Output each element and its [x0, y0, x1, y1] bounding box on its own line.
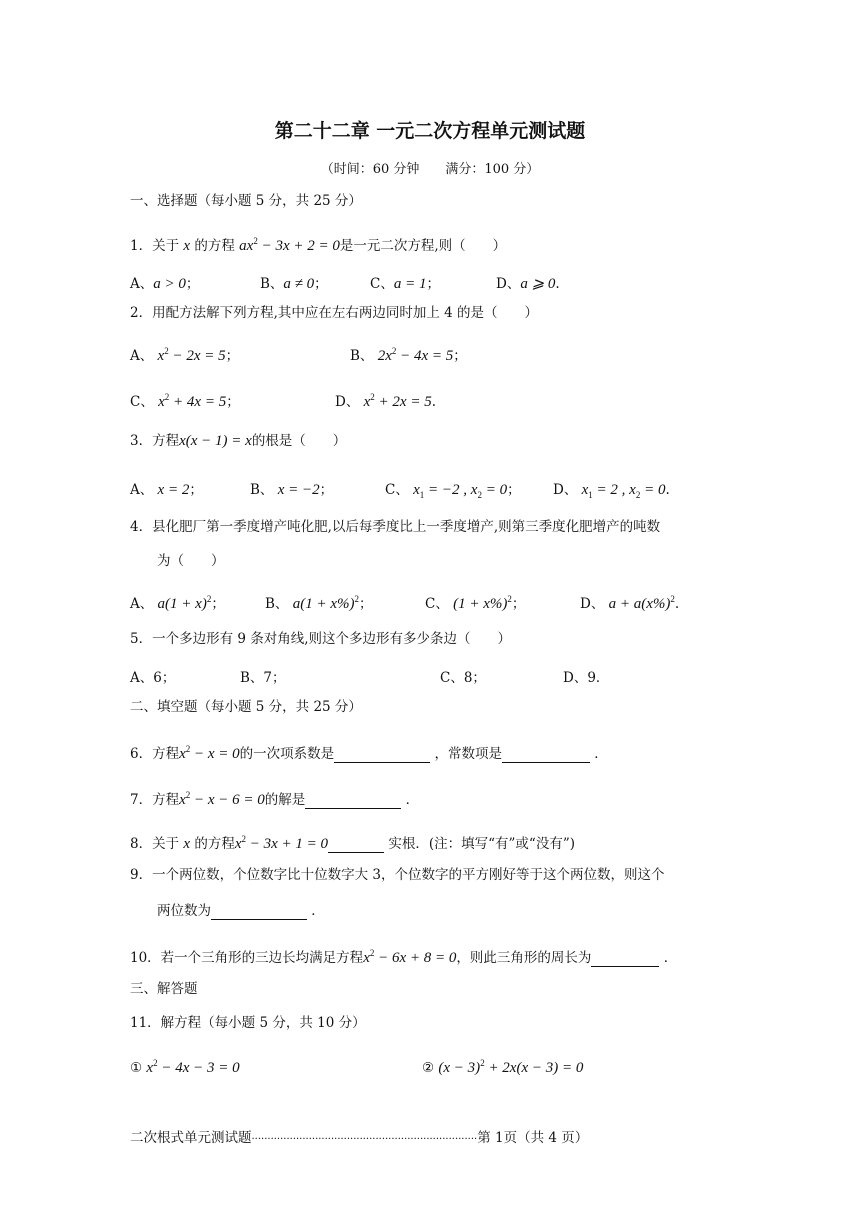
q1-option-c-math: a = 1 — [393, 276, 427, 292]
q4-option-c-math: $(1 + x\%)^2$ — [453, 594, 512, 612]
q8-answer-blank[interactable] — [328, 838, 384, 853]
q3-option-d[interactable]: D、 $x_1 = 2$ , $x_2 = 0$. — [553, 482, 670, 500]
q1-option-d-label: D、 — [496, 276, 521, 292]
q10-answer-blank[interactable] — [591, 952, 659, 967]
q4-option-d[interactable]: D、 $a + a(x\%)^2$. — [580, 594, 680, 612]
q1-option-d-math: a ⩾ 0 — [520, 276, 556, 292]
q9-answer-blank[interactable] — [211, 905, 307, 920]
q11-part-2-equation: $(x - 3)^2 + 2x(x - 3) = 0$ — [438, 1058, 584, 1076]
q6-equation: $x^2 - x = 0$ — [179, 744, 240, 762]
exam-info: （时间：60 分钟 满分：100 分） — [320, 162, 540, 177]
q2-option-c[interactable]: C、 $x^2 + 4x = 5$； — [130, 392, 240, 410]
section-solve-heading: 三、解答题 — [130, 981, 198, 997]
q10-equation: $x^2 - 6x + 8 = 0$ — [363, 948, 457, 966]
footer-page-number: 第 1页（共 4 页） — [477, 1130, 589, 1146]
question-5: 5．一个多边形有 9 条对角线,则这个多边形有多少条边（ ） — [130, 631, 512, 647]
section-fill-heading: 二、填空题（每小题 5 分，共 25 分） — [130, 699, 362, 715]
q1-option-b-math: a ≠ 0 — [283, 276, 315, 292]
q6-answer-blank-2[interactable] — [502, 748, 590, 763]
question-3 — [130, 432, 346, 450]
q3-equation: x(x − 1) = x — [179, 433, 252, 449]
page-title: 第二十二章 一元二次方程单元测试题 — [274, 120, 586, 142]
q9-end: ． — [311, 903, 325, 919]
question-4: 4．县化肥厂第一季度增产吨化肥,以后每季度比上一季度增产,则第三季度化肥增产的吨数 — [130, 519, 661, 535]
question-9-continued — [157, 902, 325, 920]
q6-end: ． — [594, 746, 608, 762]
question-2: 2．用配方法解下列方程,其中应在左右两边同时加上 4 的是（ ） — [130, 305, 539, 321]
q3-prefix: 3．方程 — [130, 433, 180, 449]
q1-option-b-label: B、 — [260, 276, 284, 292]
q10-text: ，则此三角形的周长为 — [456, 950, 592, 966]
q5-option-a[interactable]: A、6； — [130, 670, 176, 686]
question-1 — [130, 232, 506, 255]
q2-option-d[interactable]: D、 $x^2 + 2x = 5$. — [335, 392, 436, 410]
q2-option-a[interactable]: A、 $x^2 - 2x = 5$； — [130, 346, 240, 364]
q7-end: ． — [405, 792, 420, 808]
q7-prefix: 7．方程 — [130, 792, 180, 808]
q3-option-c[interactable]: C、 $x_1 = -2$ , $x_2 = 0$； — [385, 482, 521, 500]
q10-prefix: 10．若一个三角形的三边长均满足方程 — [130, 950, 364, 966]
q10-end: ． — [663, 950, 678, 966]
question-4-continued: 为（ ） — [157, 553, 225, 569]
q2-option-d-math: $x^2 + 2x = 5$ — [363, 392, 432, 410]
q3-option-b-math: x = −2 — [277, 482, 320, 498]
q11-part-1-marker: ① — [130, 1060, 143, 1076]
q3-option-b[interactable]: B、 x = −2； — [250, 482, 334, 498]
q4-option-a-math: $a(1 + x)^2$ — [157, 594, 212, 612]
q9-text: 两位数为 — [157, 903, 211, 919]
q1-option-a[interactable]: A、a > 0； — [130, 276, 200, 292]
q7-equation: $x^2 - x - 6 = 0$ — [179, 790, 265, 808]
q7-answer-blank[interactable] — [305, 794, 401, 809]
q1-option-c-label: C、 — [370, 276, 394, 292]
q4-option-a[interactable]: A、 $a(1 + x)^2$； — [130, 594, 225, 612]
q5-option-d[interactable]: D、9． — [563, 670, 610, 686]
q1-prefix: 1．关于 — [130, 238, 184, 254]
q6-text: 的一次项系数是 — [239, 746, 335, 762]
q11-part-2 — [422, 1054, 583, 1077]
q5-option-b[interactable]: B、7； — [240, 670, 286, 686]
q1-option-a-label: A、 — [130, 276, 154, 292]
question-10 — [130, 944, 677, 967]
question-7 — [130, 786, 419, 809]
q1-option-b[interactable]: B、a ≠ 0； — [260, 276, 328, 292]
q6-prefix: 6．方程 — [130, 746, 180, 762]
q3-option-d-math: $x_1 = 2$ , $x_2 = 0$ — [581, 482, 666, 500]
section-choice-heading: 一、选择题（每小题 5 分，共 25 分） — [130, 193, 362, 209]
q8-text: 的方程 — [190, 836, 235, 852]
q2-option-c-math: $x^2 + 4x = 5$ — [158, 392, 227, 410]
q4-option-b-math: $a(1 + x\%)^2$ — [292, 594, 359, 612]
q4-option-d-math: $a + a(x\%)^2$ — [608, 594, 675, 612]
q1-option-a-math: a > 0 — [153, 276, 186, 292]
q3-option-a-math: x = 2 — [157, 482, 190, 498]
q4-option-b[interactable]: B、 $a(1 + x\%)^2$； — [265, 594, 373, 612]
q6-text-2: ，常数项是 — [434, 746, 502, 762]
q1-option-d[interactable]: D、a ⩾ 0. — [496, 276, 560, 292]
q11-part-2-marker: ② — [422, 1060, 435, 1076]
q2-option-a-math: $x^2 - 2x = 5$ — [157, 346, 226, 364]
footer-leader: ······································································· — [251, 1134, 478, 1145]
page-footer — [130, 1126, 588, 1146]
q1-variable: x — [183, 238, 191, 254]
q5-option-c[interactable]: C、8； — [440, 670, 486, 686]
q2-option-b-math: $2x^2 - 4x = 5$ — [377, 346, 454, 364]
footer-title: 二次根式单元测试题 — [130, 1130, 252, 1146]
question-8 — [130, 830, 575, 853]
question-6 — [130, 740, 608, 763]
q7-text: 的解是 — [264, 792, 306, 808]
q3-option-a[interactable]: A、 x = 2； — [130, 482, 203, 498]
question-9: 9．一个两位数，个位数字比十位数字大 3，个位数字的平方刚好等于这个两位数，则这个 — [130, 867, 665, 883]
q3-option-c-math: $x_1 = -2$ , $x_2 = 0$ — [413, 482, 508, 500]
q1-text: 的方程 — [190, 238, 235, 254]
q1-option-c[interactable]: C、a = 1； — [370, 276, 440, 292]
q2-option-b[interactable]: B、 $2x^2 - 4x = 5$； — [350, 346, 467, 364]
q11-part-1 — [130, 1054, 240, 1077]
q8-suffix: 实根．(注：填写“有”或“没有”) — [384, 836, 575, 852]
q8-prefix: 8．关于 — [130, 836, 184, 852]
q1-suffix: 是一元二次方程,则（ ） — [339, 238, 507, 254]
q6-answer-blank-1[interactable] — [334, 748, 430, 763]
q4-option-c[interactable]: C、 $(1 + x\%)^2$； — [425, 594, 526, 612]
q1-equation: $ax^2 - 3x + 2 = 0$ — [239, 236, 340, 254]
question-11: 11．解方程（每小题 5 分，共 10 分） — [130, 1015, 366, 1031]
q8-equation: $x^2 - 3x + 1 = 0$ — [234, 834, 329, 852]
q11-part-1-equation: $x^2 - 4x - 3 = 0$ — [146, 1058, 240, 1076]
q8-variable: x — [183, 836, 191, 852]
q3-suffix: 的根是（ ） — [251, 433, 347, 449]
